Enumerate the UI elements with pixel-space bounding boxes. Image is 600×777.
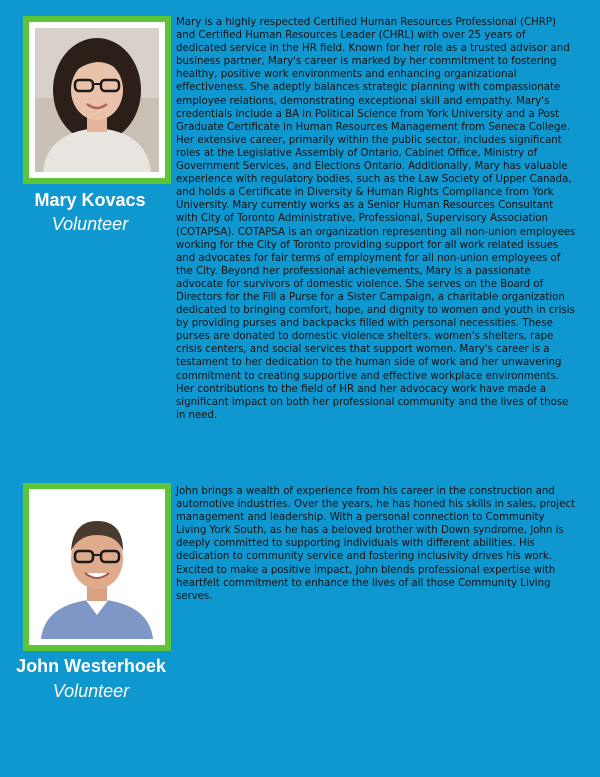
profile-bio: John brings a wealth of experience from his career in the construction and automotive industries. Over the years, he has honed his skills in sales, project management and leadership. With a personal connection to Community Living York South, as he has a beloved brother with Down syndrome, John is deeply committed to supporting individuals with different abilities. His dedication to community service and fostering inclusivity drives his work. Excited to make a positive impact, John blends professional expertise with heartfelt commitment to enhance the lives of all those Community Living serves. xyxy=(176,486,575,602)
photo-frame xyxy=(23,16,171,184)
profile-name: John Westerhoek xyxy=(16,656,166,676)
portrait-man-image xyxy=(35,495,159,639)
profile-bio: Mary is a highly respected Certified Human Resources Professional (CHRP) and Certified Human Resources Leader (CHRL) with over 25 years of dedicated service in the HR field. Known for her role as a trusted advisor and business partner, Mary's career is marked by her commitment to fostering healthy, positive work environments and enhancing organizational effectiveness. She adeptly balances strategic planning with compassionate employee relations, demonstrating exceptional skill and empathy. Mary's credentials include a BA in Political Science from York University and a Post Graduate Certificate in Human Resources Management from Seneca College. Her extensive career, primarily within the public sector, includes significant roles at the Legislative Assembly of Ontario, Cabinet Office, Ministry of Government Services, and Elections Ontario. Additionally, Mary has valuable experience with regulatory bodies, such as the Law Society of Upper Canada, and holds a Certificate in Diversity & Human Rights Compliance from York University. Mary currently works as a Senior Human Resources Consultant with City of Toronto Administrative, Professional, Supervisory Association (COTAPSA). COTAPSA is an organization representing all non-union employees working for the City of Toronto providing support for all work related issues and advocates for fair terms of employment for all non-union employees of the City. Beyond her professional achievements, Mary is a passionate advocate for survivors of domestic violence. She serves on the Board of Directors for the Fill a Purse for a Sister Campaign, a charitable organization dedicated to bringing comfort, hope, and dignity to women and youth in crisis by providing purses and backpacks filled with personal necessities. These purses are donated to domestic violence shelters, women's shelters, rape crisis centers, and social services that support women. Mary's career is a testament to her dedication to the human side of work and her unwavering commitment to creating supportive and effective workplace environments. Her contributions to the field of HR and her advocacy work have made a significant impact on both her professional community and the lives of those in need. xyxy=(176,17,576,421)
profile-role: Volunteer xyxy=(52,681,130,701)
profile-name: Mary Kovacs xyxy=(34,190,146,210)
profile-role: Volunteer xyxy=(51,214,129,234)
profile-photo-mary xyxy=(35,28,159,172)
portrait-woman-image xyxy=(35,28,159,172)
photo-frame xyxy=(23,483,171,651)
profile-photo-john xyxy=(35,495,159,639)
